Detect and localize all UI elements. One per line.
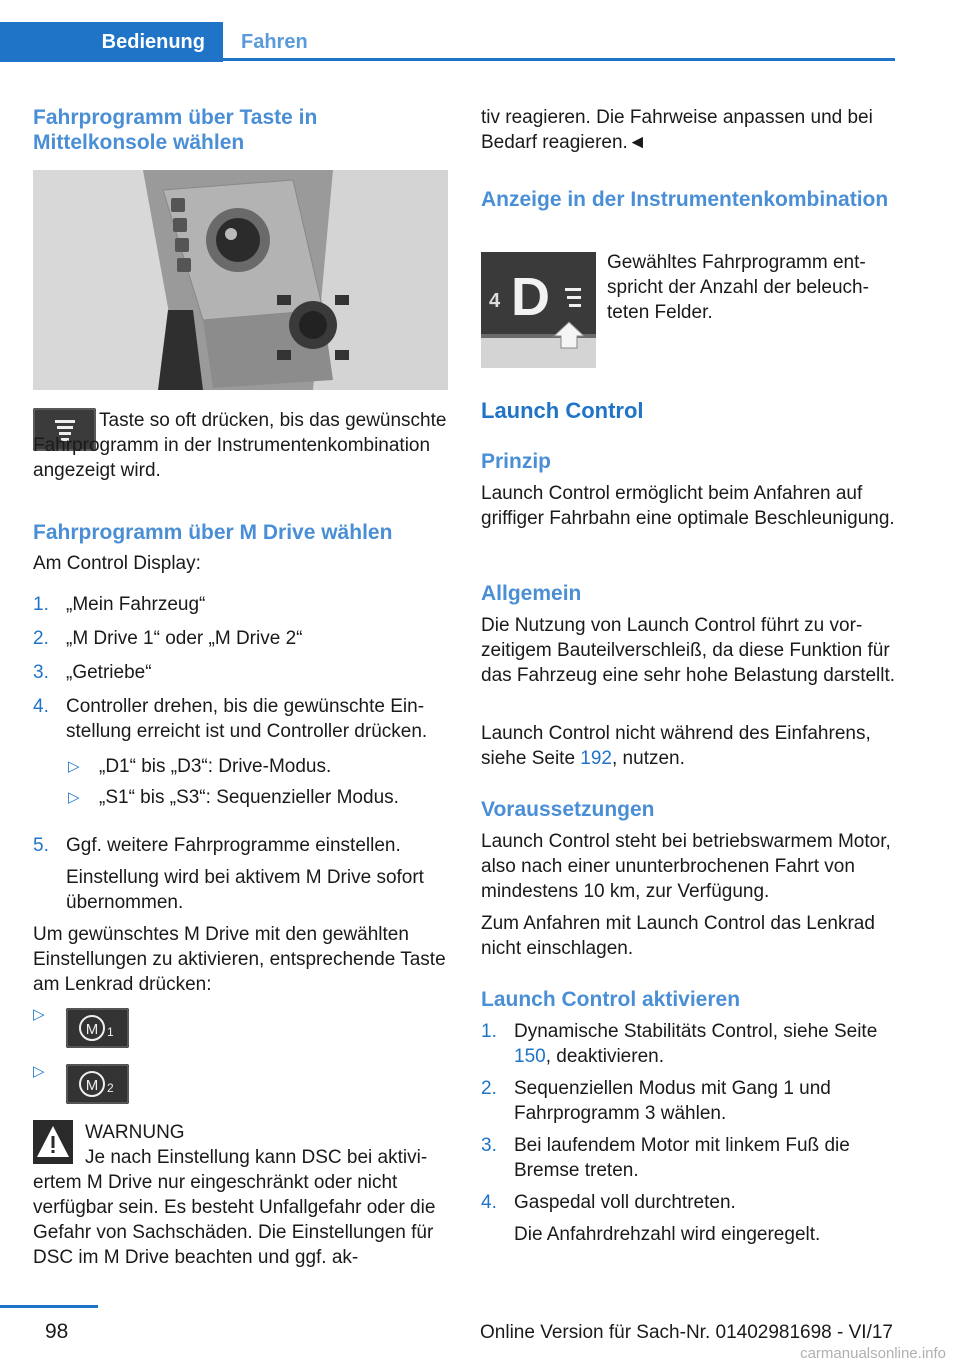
tab-bedienung[interactable]: Bedienung xyxy=(0,22,223,62)
list-item: 1. Dynamische Stabilitäts Control, siehe Seite 150, deaktivieren. xyxy=(481,1021,878,1067)
tab-fahren[interactable]: Fahren xyxy=(241,30,308,53)
heading-allgemein: Allgemein xyxy=(481,582,582,605)
list-item: 2. „M Drive 1“ oder „M Drive 2“ xyxy=(33,628,303,649)
taste-text: Taste so oft drücken, bis das gewünschte Fahrprogramm in der Instrumentenkombination angezeigt wird. xyxy=(33,410,447,481)
allgemein-text: Die Nutzung von Launch Control führt zu vorzeitigem Bauteilverschleiß, da diese Funktion für das Fahrzeug eine sehr hohe Belastung darstellt. xyxy=(481,615,896,686)
triangle-bullet-icon: ▷ xyxy=(33,1063,45,1080)
heading-aktivieren: Launch Control aktivieren xyxy=(481,988,741,1011)
list-item: ▷ „D1“ bis „D3“: Drive-Modus. xyxy=(68,756,332,777)
warning-continuation: tiv reagieren. Die Fahrweise anpassen und bei Bedarf reagieren.◄ xyxy=(481,107,873,153)
mdrive2-button-icon: M 2 xyxy=(66,1064,129,1104)
list-item: 5. Ggf. weitere Fahrprogramme einstellen. xyxy=(33,835,401,856)
triangle-bullet-icon: ▷ xyxy=(68,758,80,775)
list-item: Einstellung wird bei aktivem M Drive sofort übernommen. xyxy=(66,867,424,913)
page-number: 98 xyxy=(45,1320,69,1343)
instrument-display-image: 4 D xyxy=(481,252,596,368)
list-item: 4. Gaspedal voll durchtreten. xyxy=(481,1192,736,1213)
bullet-m2 xyxy=(33,1062,45,1081)
heading-prinzip: Prinzip xyxy=(481,450,552,473)
header-tabbar xyxy=(0,0,895,62)
heading-anzeige: Anzeige in der Instrumentenkombination xyxy=(481,188,889,211)
mdrive1-button-icon: M 1 xyxy=(66,1008,129,1048)
tab-underline xyxy=(223,58,895,61)
aktivieren-steps xyxy=(481,1019,896,1247)
list-item: 3. „Getriebe“ xyxy=(33,662,152,683)
list-item: ▷ „S1“ bis „S3“: Sequenzieller Modus. xyxy=(68,787,399,808)
list-item: 2. Sequenziellen Modus mit Gang 1 und Fahrprogramm 3 wählen. xyxy=(481,1078,831,1124)
heading-taste-mittelkonsole: Fahrprogramm über Taste in Mittelkonsole wählen xyxy=(33,106,318,154)
lenkrad-text: Zum Anfahren mit Launch Control das Lenkrad nicht einschlagen. xyxy=(481,913,875,959)
footer-rule xyxy=(0,1305,98,1308)
activate-text: Um gewünschtes M Drive mit den gewählten Einstellungen zu aktivieren, entsprechende Taste am Lenkrad drücken: xyxy=(33,924,446,995)
list-item: Die Anfahrdrehzahl wird eingeregelt. xyxy=(514,1224,821,1245)
sub-list xyxy=(33,754,448,810)
mdrive-steps xyxy=(33,592,448,816)
online-version: Online Version für Sach-Nr. 01402981698 - VI/17 xyxy=(480,1322,893,1343)
control-display-label: Am Control Display: xyxy=(33,553,201,574)
svg-text:M: M xyxy=(85,1021,99,1038)
allgemein-seite-text: Launch Control nicht während des Einfahrens, siehe Seite 192, nutzen. xyxy=(481,723,871,769)
page-link-192[interactable]: 192 xyxy=(580,748,612,769)
list-item: 4. Controller drehen, bis die gewünschte Einstellung erreicht ist und Controller drücken. ▷ „D1“ bis „D3“: Drive-Modus. ▷ „S1“ bis „S3“: Sequenzieller Modus. xyxy=(33,694,448,810)
prinzip-text: Launch Control ermöglicht beim Anfahren auf griffiger Fahrbahn eine optimale Beschleunigung. xyxy=(481,483,895,529)
warning-text: Je nach Einstellung kann DSC bei aktiviertem M Drive nur eingeschränkt oder nicht verfügbar sein. Es besteht Unfallgefahr oder die Gefahr von Sachschäden. Die Einstellungen für DSC im M Drive beachten und ggf. ak- xyxy=(33,1147,436,1268)
mdrive-step-5 xyxy=(33,833,448,915)
heading-voraussetzungen: Voraussetzungen xyxy=(481,798,655,821)
triangle-bullet-icon: ▷ xyxy=(68,789,80,806)
bullet-m1 xyxy=(33,1005,45,1024)
watermark: carmanualsonline.info xyxy=(800,1345,946,1362)
list-item: 1. „Mein Fahrzeug“ xyxy=(33,594,206,615)
console-photo xyxy=(33,170,448,390)
heading-mdrive: Fahrprogramm über M Drive wählen xyxy=(33,521,393,544)
voraussetzungen-text: Launch Control steht bei betriebswarmem Motor, also nach einer ununterbrochenen Fahrt von mindestens 10 km, zur Verfügung. xyxy=(481,831,891,902)
warning-title: WARNUNG xyxy=(85,1122,185,1143)
svg-text:M: M xyxy=(85,1077,99,1094)
page-link-150[interactable]: 150 xyxy=(514,1046,546,1067)
heading-launch-control: Launch Control xyxy=(481,398,644,423)
anzeige-text: Gewähltes Fahrprogramm entspricht der Anzahl der beleuchteten Felder. xyxy=(607,252,869,323)
list-item: 3. Bei laufendem Motor mit linkem Fuß die Bremse treten. xyxy=(481,1135,850,1181)
triangle-bullet-icon: ▷ xyxy=(33,1006,45,1023)
